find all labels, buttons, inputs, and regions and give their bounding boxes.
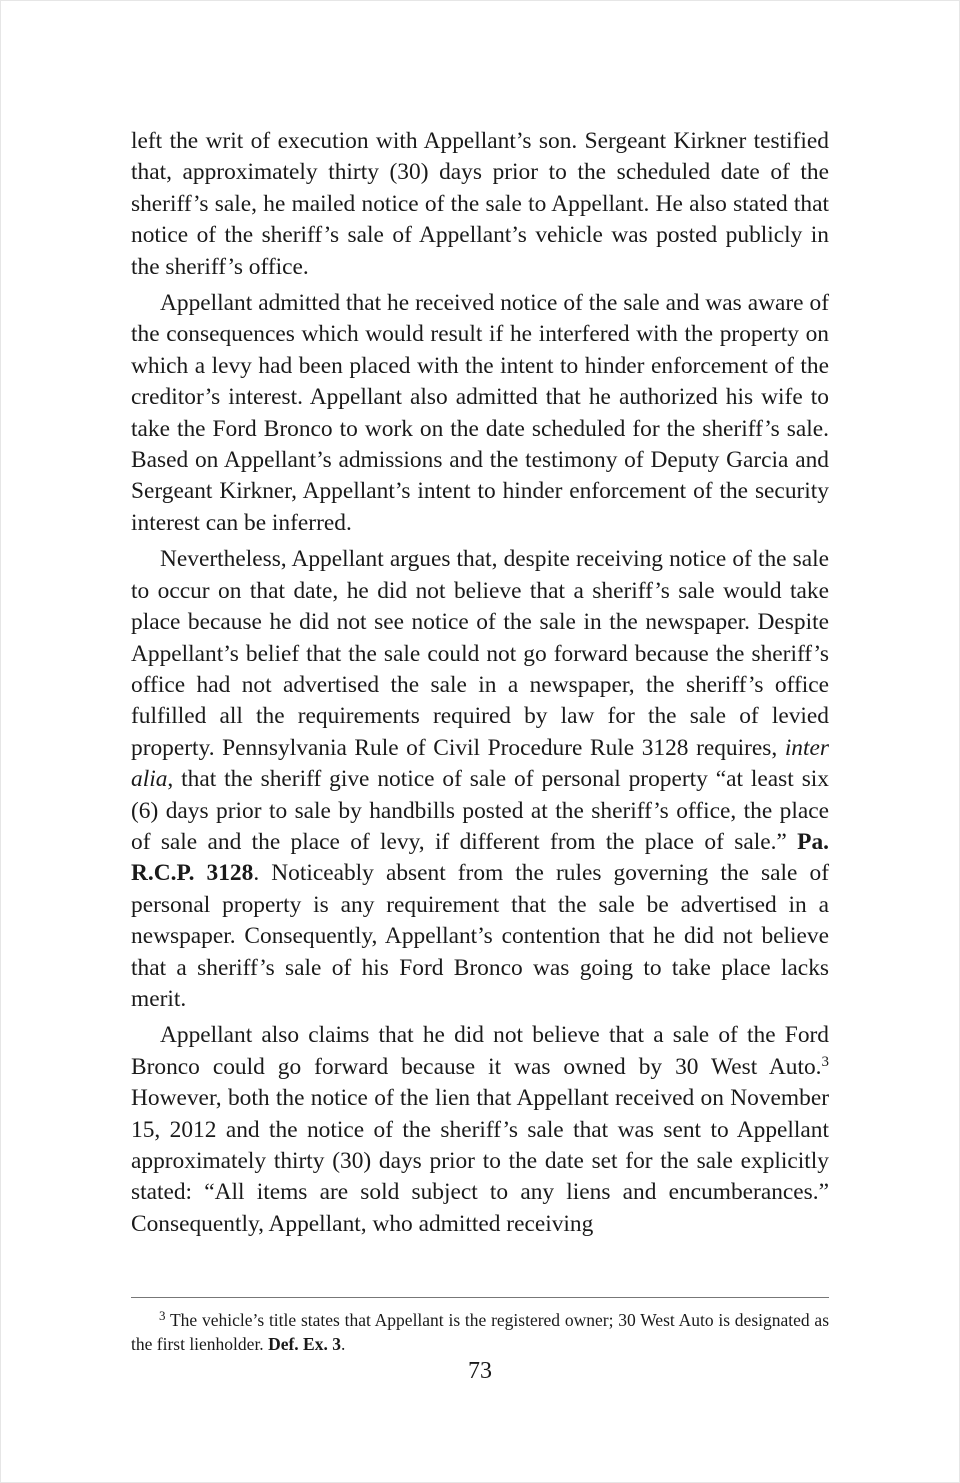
rule-citation: Pa. R.C.P. 3128 (131, 828, 829, 887)
paragraph-2-text: Appellant admitted that he received notice of the sale and was aware of the consequences which would result if he interfered with the property on which a levy had been placed with the intent to hinder enforcement of the creditor’s interest. Appellant also admitted that he authorized his wife to take the Ford Bronco to work on the date scheduled for the sheriff’s sale. Based on Appellant’s admissions and the testimony of Deputy Garcia and Sergeant Kirkner, Appellant’s intent to hinder enforcement of the security interest can be inferred. (131, 290, 829, 536)
footnote-citation: Def. Ex. 3 (268, 1334, 341, 1354)
paragraph-3-text-a: Nevertheless, Appellant argues that, despite receiving notice of the sale to occur on that date, he did not believe that a sheriff’s sale would take place because he did not see notice of the sale in the newspaper. Despite Appellant’s belief that the sale could not go forward because the sheriff’s office had not advertised the sale in a newspaper, the sheriff’s office fulfilled all the requirements required by law for the sale of levied property. Pennsylvania Rule of Civil Procedure Rule 3128 requires, (131, 546, 829, 761)
inter-alia-italic: inter alia (131, 734, 829, 793)
footnote-marker: 3 (159, 1308, 166, 1323)
footnote-divider (131, 1297, 829, 1298)
body-text (131, 126, 829, 1245)
footnote (131, 1308, 829, 1356)
paragraph-4 (131, 1020, 829, 1240)
paragraph-2 (131, 288, 829, 539)
page-number: 73 (468, 1358, 492, 1384)
footnote-reference: 3 (821, 1053, 829, 1070)
paragraph-3-text-b: , that the sheriff give notice of sale of personal property “at least six (6) days prior to sale by handbills posted at the sheriff’s office, the place of sale and the place of levy, if different from the place of sale.” (131, 766, 829, 855)
paragraph-1-text: left the writ of execution with Appellant’s son. Sergeant Kirkner testified that, approximately thirty (30) days prior to the scheduled date of the sheriff’s sale, he mailed notice of the sale to Appellant. He also stated that notice of the sheriff’s sale of Appellant’s vehicle was posted publicly in the sheriff’s office. (131, 128, 829, 280)
paragraph-4-text-b: However, both the notice of the lien that Appellant received on November 15, 2012 and the notice of the sheriff’s sale that was sent to Appellant approximately thirty (30) days prior to the date set for the sale explicitly stated: “All items are sold subject to any liens and encumberances.” Consequently, Appellant, who admitted receiving (131, 1085, 829, 1237)
footnote-text: The vehicle’s title states that Appellant is the registered owner; 30 West Auto is designated as the first lienholder. (131, 1310, 829, 1354)
paragraph-3-text-c: . Noticeably absent from the rules governing the sale of personal property is any requirement that the sale be advertised in a newspaper. Consequently, Appellant’s contention that he did not believe that a sheriff’s sale of his Ford Bronco was going to take place lacks merit. (131, 860, 829, 1012)
footnote-end: . (340, 1334, 346, 1354)
paragraph-1 (131, 126, 829, 283)
paragraph-3 (131, 544, 829, 1015)
paragraph-4-text-a: Appellant also claims that he did not believe that a sale of the Ford Bronco could go forward because it was owned by 30 West Auto. (131, 1022, 829, 1080)
